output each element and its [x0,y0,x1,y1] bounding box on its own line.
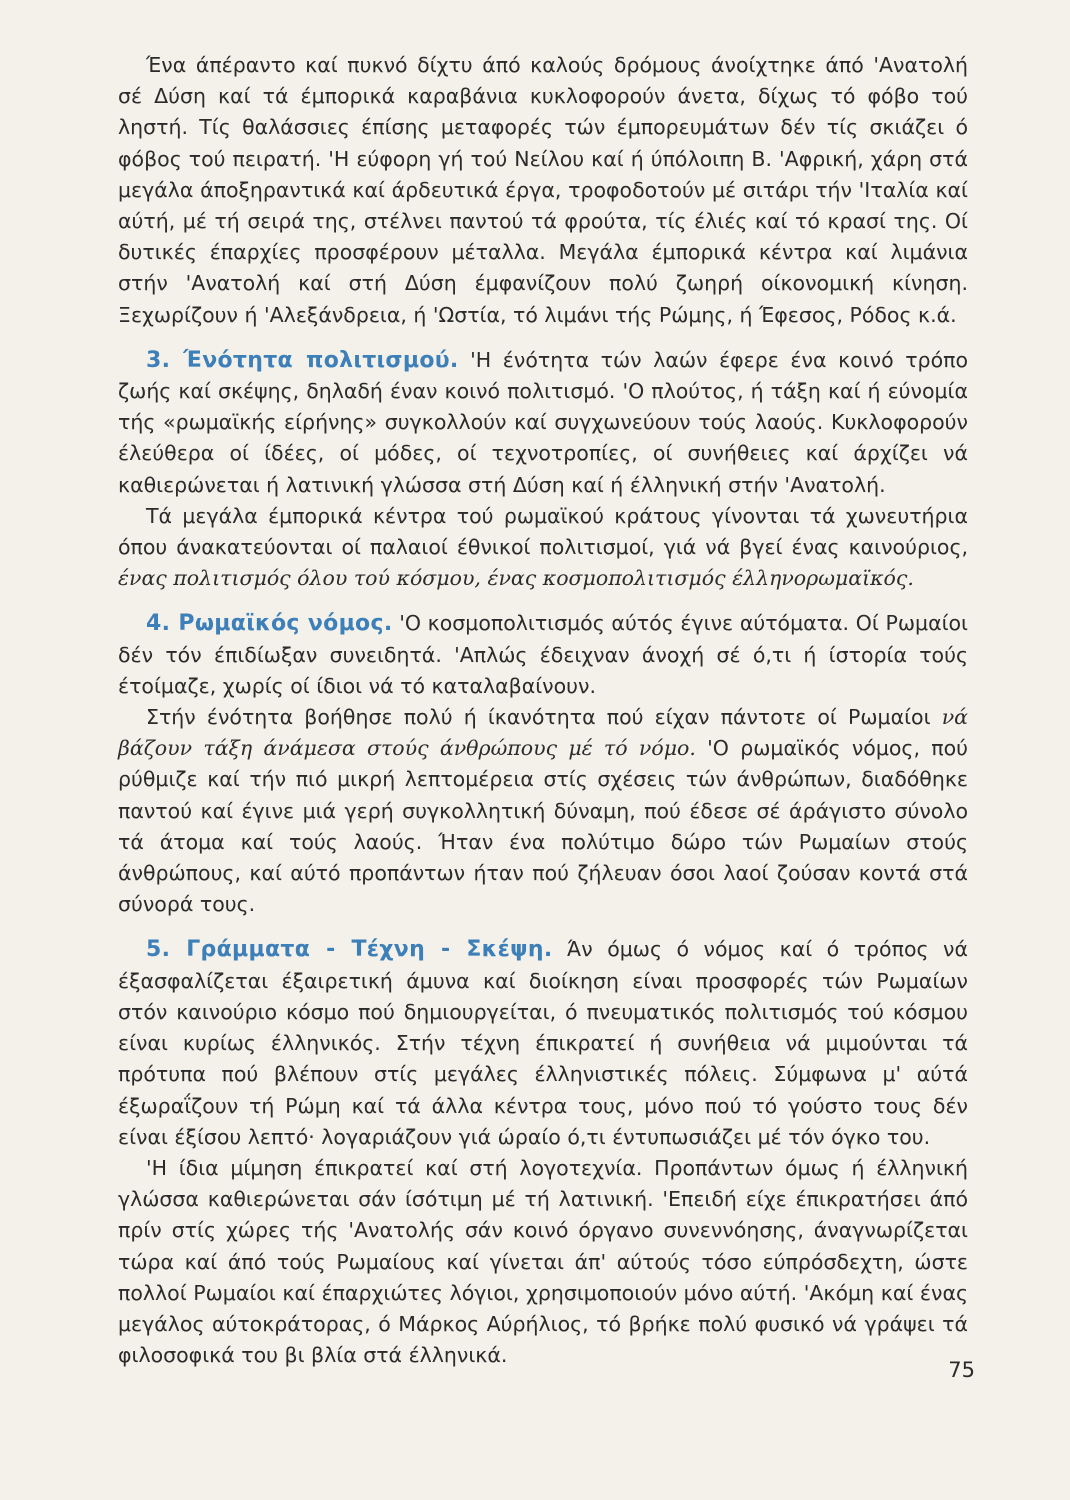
page-number: 75 [948,1358,975,1382]
section-5-heading: 5. Γράμματα - Τέχνη - Σκέψη. [146,937,553,963]
section-5-paragraph-2: 'Η ίδια μίμηση έπικρατεί καί στή λογοτεχνία. Προπάντων όμως ή έλληνική γλώσσα καθιερώνεται σάν ίσότιμη μέ τή λατινική. 'Επειδή είχε έπικρατήσει άπό πρίν στίς χώρες τής 'Ανατολής σάν κοινό όργανο συνεννόησης, άναγνωρίζεται τώρα καί άπό τούς Ρωμαίους καί γίνεται άπ' αύτούς τόσο εύπρόσδεχτη, ώστε πολλοί Ρωμαίοι καί έπαρχιώτες λόγιοι, χρησιμοποιούν μόνο αύτή. 'Ακόμη καί ένας μεγάλος αύτοκράτορας, ό Μάρκος Αύρήλιος, τό βρήκε πολύ φυσικό νά γράψει τά φιλοσοφικά του βι βλία στά έλληνικά. [118,1155,968,1368]
section-3 [118,345,968,501]
section-3-heading: 3. Ένότητα πολιτισμού. [146,347,459,373]
section-4-p2-end: 'Ο ρωμαϊκός νόμος, πού ρύθμιζε καί τήν πιό μικρή λεπτομέρεια στίς σχέσεις τών άνθρώπων, διαδόθηκε παντού καί έγινε μιά γερή συγκολλητική δύναμη, πού έδεσε σέ άράγιστο σύνολο τά άτομα καί τούς λαούς. Ήταν ένα πολύτιμο δώρο τών Ρωμαίων στούς άνθρώπους, καί αύτό προπάντων ήταν πού ζήλευαν όσοι λαοί ζούσαν κοντά στά σύνορά τους. [118,736,968,917]
section-4 [118,608,968,702]
page-body [118,50,968,1371]
section-3-paragraph-2 [118,501,968,595]
section-5 [118,934,968,1152]
section-4-paragraph-2 [118,702,968,920]
section-4-text: 'Ο κοσμοπολιτισμός αύτός έγινε αύτόματα. Οί Ρωμαίοι δέν τόν έπιδίωξαν συνειδητά. 'Απλώς έδειχναν άνοχή σέ ό,τι ή ίστορία τούς έτοίμαζε, χωρίς οί ίδιοι νά τό καταλαβαίνουν. [118,611,968,698]
section-3-p2-text: Τά μεγάλα έμπορικά κέντρα τού ρωμαϊκού κράτους γίνονται τά χωνευτήρια όπου άνακατεύονται οί παλαιοί έθνικοί πολιτισμοί, γιά νά βγεί ένας καινούριος, [118,503,968,560]
section-3-text: 'Η ένότητα τών λαών έφερε ένα κοινό τρόπο ζωής καί σκέψης, δηλαδή έναν κοινό πολιτισμό. 'Ο πλούτος, ή τάξη καί ή εύνομία τής «ρωμαϊκής είρήνης» συγκολλούν καί συγχωνεύουν τούς λαούς. Κυκλοφορούν έλεύθερα οί ίδέες, οί μόδες, οί τεχνοτροπίες, οί συνήθειες καί άρχίζει νά καθιερώνεται ή λατινική γλώσσα στή Δύση καί ή έλληνική στήν 'Ανατολή. [118,347,968,497]
section-3-p2-italic: ένας πολιτισμός όλου τού κόσμου, ένας κοσμοπολιτισμός έλληνορωμαϊκός. [118,566,914,591]
paragraph-trade: Ένα άπέραντο καί πυκνό δίχτυ άπό καλούς δρόμους άνοίχτηκε άπό 'Ανατολή σέ Δύση καί τά έμπορικά καραβάνια κυκλοφορούν άνετα, δίχως τό φόβο τού ληστή. Τίς θαλάσσιες έπίσης μεταφορές τών έμπορευμάτων δέν τίς σκιάζει ό φόβος τού πειρατή. 'Η εύφορη γή τού Νείλου καί ή ύπόλοιπη Β. 'Αφρική, χάρη στά μεγάλα άποξηραντικά καί άρδευτικά έργα, τροφοδοτούν μέ σιτάρι τήν 'Ιταλία καί αύτή, μέ τή σειρά της, στέλνει παντού τά φρούτα, τίς έλιές καί τό κρασί της. Οί δυτικές έπαρχίες προσφέρουν μέταλλα. Μεγάλα έμπορικά κέντρα καί λιμάνια στήν 'Ανατολή καί στή Δύση έμφανίζουν πολύ ζωηρή οίκονομική κίνηση. Ξεχωρίζουν ή 'Αλεξάνδρεια, ή 'Ωστία, τό λιμάνι τής Ρώμης, ή Έφεσος, Ρόδος κ.ά. [118,53,968,327]
section-5-text: Άν όμως ό νόμος καί ό τρόπος νά έξασφαλίζεται έξαιρετική άμυνα καί διοίκηση είναι προσφορές τών Ρωμαίων στόν καινούριο κόσμο πού δημιουργείται, ό πνευματικός πολιτισμός τού κόσμου είναι κυρίως έλληνικός. Στήν τέχνη έπικρατεί ή συνήθεια νά μιμούνται τά πρότυπα πού βλέπουν στίς μεγάλες έλληνιστικές πόλεις. Σύμφωνα μ' αύτά έξωραΐζουν τή Ρώμη καί τά άλλα κέντρα τους, μόνο πού τό γούστο τους δέν είναι έξίσου λεπτό· λογαριάζουν γιά ώραίο ό,τι έντυπωσιάζει μέ τόν όγκο του. [118,937,968,1149]
section-4-heading: 4. Ρωμαϊκός νόμος. [146,611,393,637]
section-4-p2-start: Στήν ένότητα βοήθησε πολύ ή ίκανότητα πού είχαν πάντοτε οί Ρωμαίοι [146,705,931,730]
section-4-p2-italic: νά βάζουν τάξη άνάμεσα στούς άνθρώπους μέ τό νόμο. [118,705,968,761]
